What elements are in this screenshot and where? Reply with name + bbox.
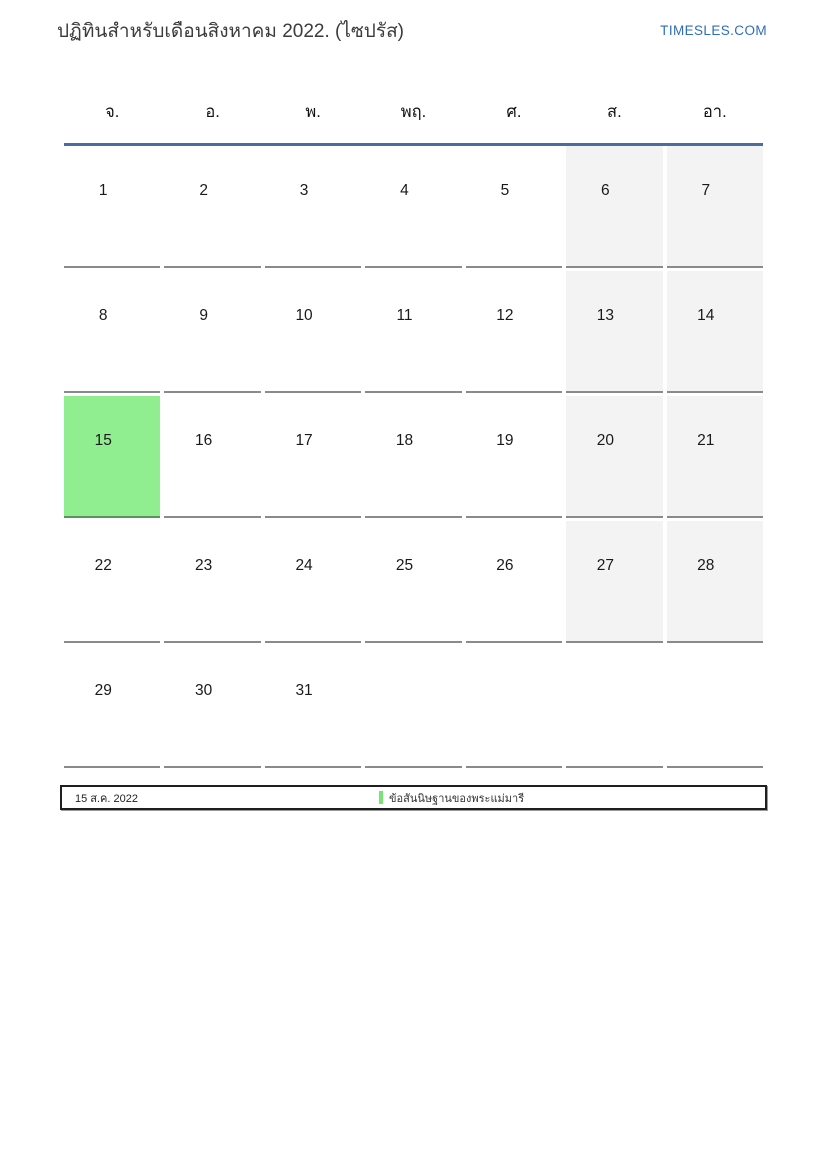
day-number: 25 <box>395 557 414 574</box>
empty-cell <box>566 646 662 768</box>
day-cell-21 <box>667 396 763 518</box>
day-cell-8 <box>64 271 160 393</box>
day-cell-12 <box>466 271 562 393</box>
day-cell-29 <box>64 646 160 768</box>
holiday-marker-icon <box>379 791 383 804</box>
day-number: 28 <box>697 557 715 574</box>
day-number: 21 <box>697 432 715 449</box>
day-number: 27 <box>596 557 614 574</box>
day-number: 8 <box>98 307 108 324</box>
day-cell-23 <box>164 521 260 643</box>
footer-legend-bar <box>60 785 767 810</box>
day-number: 13 <box>596 307 614 324</box>
empty-cell <box>667 646 763 768</box>
footer-date: 15 ส.ค. 2022 <box>75 792 139 805</box>
day-header-3: พฤ. <box>400 102 427 121</box>
day-number: 14 <box>697 307 715 324</box>
day-cell-17 <box>265 396 361 518</box>
holiday-entry <box>379 789 524 807</box>
day-number: 3 <box>299 182 309 199</box>
day-number: 30 <box>195 682 213 699</box>
day-cell-4 <box>365 146 461 268</box>
day-header-0: จ. <box>105 102 120 121</box>
day-number: 17 <box>295 432 313 449</box>
day-cell-3 <box>265 146 361 268</box>
day-cell-19 <box>466 396 562 518</box>
day-number: 11 <box>396 307 413 324</box>
day-cell-27 <box>566 521 662 643</box>
day-cell-10 <box>265 271 361 393</box>
site-link[interactable]: TIMESLES.COM <box>660 23 767 38</box>
calendar-grid <box>64 146 763 768</box>
day-header-6: อา. <box>702 102 727 121</box>
day-number: 22 <box>94 557 112 574</box>
day-cell-13 <box>566 271 662 393</box>
day-header-4: ศ. <box>506 102 522 121</box>
day-number: 12 <box>496 307 514 324</box>
day-cell-30 <box>164 646 260 768</box>
day-number: 10 <box>295 307 313 324</box>
day-header-row <box>64 84 763 139</box>
day-number: 7 <box>701 182 711 199</box>
day-cell-16 <box>164 396 260 518</box>
day-cell-9 <box>164 271 260 393</box>
day-number: 31 <box>295 682 313 699</box>
day-number: 6 <box>601 182 610 199</box>
day-cell-11 <box>365 271 461 393</box>
page-title: ปฏิทินสำหรับเดือนสิงหาคม 2022. (ไซปรัส) <box>57 21 404 42</box>
day-cell-6 <box>566 146 662 268</box>
day-number: 2 <box>199 182 208 199</box>
day-cell-14 <box>667 271 763 393</box>
day-cell-15 <box>64 396 160 518</box>
day-cell-25 <box>365 521 461 643</box>
day-cell-18 <box>365 396 461 518</box>
day-cell-1 <box>64 146 160 268</box>
day-number: 5 <box>500 182 510 199</box>
day-number: 23 <box>195 557 213 574</box>
day-number: 29 <box>94 682 112 699</box>
day-header-1: อ. <box>205 102 220 121</box>
day-number: 18 <box>395 432 414 449</box>
day-number: 4 <box>400 182 409 199</box>
day-cell-22 <box>64 521 160 643</box>
day-number: 1 <box>98 182 108 199</box>
day-cell-5 <box>466 146 562 268</box>
empty-cell <box>466 646 562 768</box>
day-number: 26 <box>496 557 514 574</box>
day-header-5: ส. <box>607 102 622 121</box>
day-cell-24 <box>265 521 361 643</box>
day-cell-31 <box>265 646 361 768</box>
day-header-2: พ. <box>305 102 321 121</box>
day-number: 15 <box>94 432 112 449</box>
day-cell-28 <box>667 521 763 643</box>
day-number: 16 <box>195 432 213 449</box>
day-number: 24 <box>295 557 313 574</box>
day-cell-26 <box>466 521 562 643</box>
day-cell-20 <box>566 396 662 518</box>
day-cell-7 <box>667 146 763 268</box>
day-number: 19 <box>496 432 514 449</box>
holiday-label: ข้อสันนิษฐานของพระแม่มารี <box>389 792 525 805</box>
empty-cell <box>365 646 461 768</box>
day-number: 9 <box>199 307 208 324</box>
day-cell-2 <box>164 146 260 268</box>
day-number: 20 <box>596 432 614 449</box>
